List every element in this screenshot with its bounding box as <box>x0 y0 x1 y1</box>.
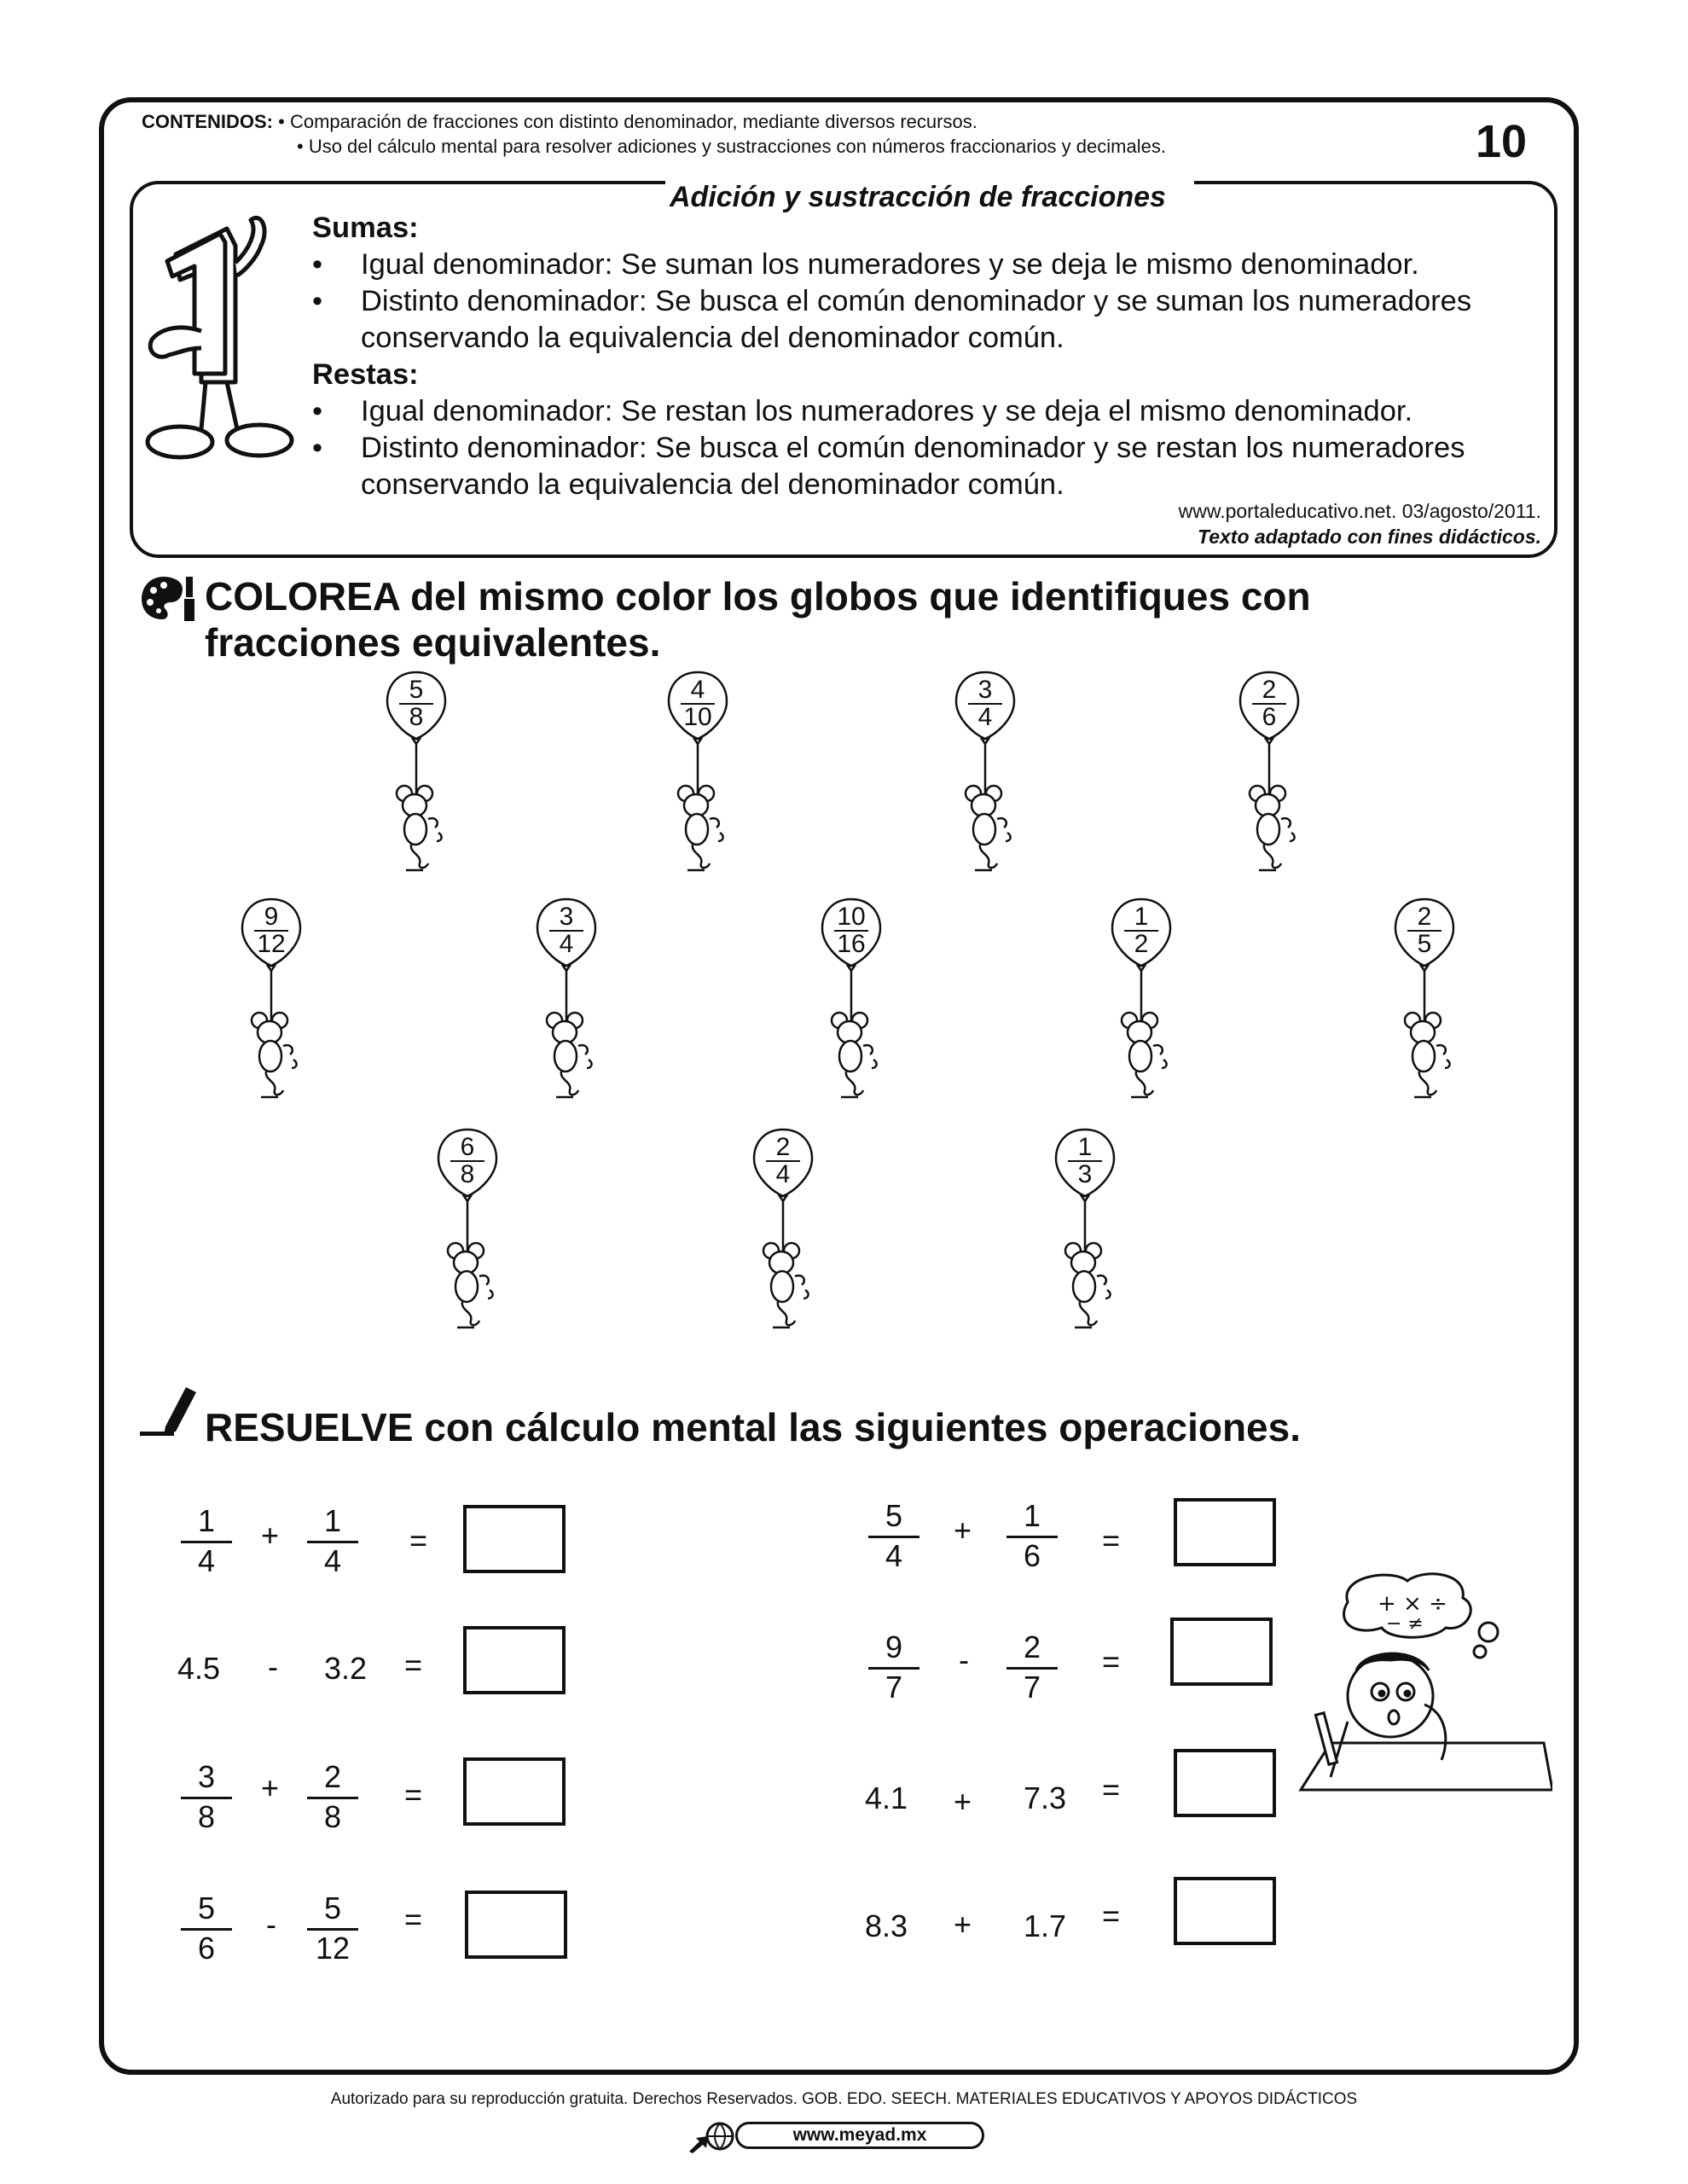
restas-item: • Igual denominador: Se restan los numeradores y se deja el mismo denominador. <box>312 395 1413 427</box>
fraction: 1 4 <box>181 1503 232 1579</box>
balloon-fraction <box>968 677 1002 730</box>
page-number: 10 <box>1476 116 1528 167</box>
source <box>1179 498 1541 549</box>
fraction: 5 6 <box>181 1891 232 1966</box>
palette-icon <box>140 573 196 623</box>
balloon[interactable] <box>525 892 628 1106</box>
operator: + <box>954 1784 972 1819</box>
exercise2-instruction <box>205 1404 1301 1450</box>
numerator: 2 <box>766 1135 800 1162</box>
answer-box[interactable] <box>1174 1498 1276 1566</box>
denominator: 3 <box>1077 1160 1093 1188</box>
operand: 4.1 <box>865 1780 908 1815</box>
balloon[interactable] <box>1044 1123 1146 1336</box>
balloon[interactable] <box>944 665 1047 879</box>
denominator: 2 <box>1134 930 1149 958</box>
operand: 4.5 <box>177 1651 221 1686</box>
numerator: 5 <box>399 677 433 705</box>
footer-rights: Autorizado para su reproducción gratuita. Derechos Reservados. GOB. EDO. SEECH. MATERIALES EDUCATIVOS Y APOYOS DIDÁCTICOS <box>330 2090 1358 2108</box>
operator: - <box>268 1649 278 1684</box>
fraction: 5 12 <box>307 1891 358 1966</box>
exercise1-text: del mismo color los globos que identifiques con fracciones equivalentes. <box>205 574 1311 665</box>
denominator: 8 <box>409 703 424 731</box>
equals-sign: = <box>409 1523 428 1558</box>
denominator: 8 <box>460 1160 475 1188</box>
sumas-item: • Distinto denominador: Se busca el común denominador y se suman los numeradores conservando la equivalencia del denominador común. <box>312 285 1472 354</box>
fraction: 1 6 <box>1006 1498 1058 1574</box>
restas-item: • Distinto denominador: Se busca el común denominador y se restan los numeradores conservando la equivalencia del denominador común. <box>312 432 1465 501</box>
svg-text:− ≠: − ≠ <box>1386 1613 1424 1635</box>
operator: + <box>954 1513 972 1548</box>
fraction: 3 8 <box>181 1759 232 1835</box>
balloon-fraction <box>1068 1135 1102 1188</box>
info-text <box>312 210 1523 503</box>
equals-sign: = <box>404 1647 423 1682</box>
fraction: 9 7 <box>868 1629 919 1705</box>
fraction: 1 4 <box>307 1503 358 1579</box>
denominator: 4 <box>559 930 574 958</box>
sumas-heading: Sumas: <box>312 212 419 244</box>
balloon[interactable] <box>1383 892 1486 1106</box>
fraction: 2 8 <box>307 1759 358 1835</box>
balloon[interactable] <box>426 1123 529 1336</box>
balloon-fraction <box>549 904 583 957</box>
numerator: 10 <box>834 904 868 932</box>
answer-box[interactable] <box>463 1505 566 1573</box>
balloon[interactable] <box>657 665 759 879</box>
numerator: 1 <box>1068 1135 1102 1162</box>
source-url: www.portaleducativo.net. 03/agosto/2011. <box>1178 500 1541 522</box>
balloon[interactable] <box>1228 665 1331 879</box>
equals-sign: = <box>1102 1523 1121 1558</box>
contenidos <box>142 109 1166 159</box>
answer-box[interactable] <box>1174 1749 1276 1817</box>
fraction: 2 7 <box>1006 1629 1058 1705</box>
operand: 7.3 <box>1024 1780 1067 1815</box>
numerator: 2 <box>1407 904 1441 932</box>
number-one-mascot-icon <box>142 212 304 468</box>
operator: - <box>959 1642 969 1677</box>
balloon-fraction <box>399 677 433 730</box>
operator: + <box>954 1907 972 1942</box>
numerator: 3 <box>549 904 583 932</box>
contenidos-item-2: • Uso del cálculo mental para resolver adiciones y sustracciones con números fraccionarios y decimales. <box>297 136 1166 157</box>
balloon-fraction <box>1124 904 1158 957</box>
answer-box[interactable] <box>1174 1877 1276 1945</box>
operand: 1.7 <box>1024 1908 1067 1943</box>
numerator: 9 <box>254 904 288 932</box>
contenidos-label: CONTENIDOS: <box>142 111 273 132</box>
globe-cursor-icon <box>687 2119 737 2153</box>
operand: 3.2 <box>324 1651 368 1686</box>
exercise2-keyword: RESUELVE <box>205 1405 414 1449</box>
fraction: 5 4 <box>868 1498 919 1574</box>
answer-box[interactable] <box>463 1626 566 1694</box>
exercise1-keyword: COLOREA <box>205 574 400 619</box>
balloon[interactable] <box>230 892 333 1106</box>
denominator: 12 <box>257 930 286 958</box>
operator: + <box>261 1770 280 1805</box>
denominator: 4 <box>977 703 993 731</box>
denominator: 16 <box>837 930 866 958</box>
balloon-fraction <box>1407 904 1441 957</box>
balloon-fraction <box>1252 677 1286 730</box>
equals-sign: = <box>404 1902 423 1937</box>
contenidos-item-1: • Comparación de fracciones con distinto denominador, mediante diversos recursos. <box>278 111 977 132</box>
answer-box[interactable] <box>465 1891 567 1959</box>
website-link[interactable]: www.meyad.mx <box>735 2122 984 2149</box>
sumas-item: • Igual denominador: Se suman los numeradores y se deja le mismo denominador. <box>312 248 1419 281</box>
denominator: 10 <box>683 703 712 731</box>
balloon[interactable] <box>1100 892 1203 1106</box>
equals-sign: = <box>1102 1898 1121 1933</box>
denominator: 4 <box>775 1160 791 1188</box>
balloon-fraction <box>254 904 288 957</box>
numerator: 1 <box>1124 904 1158 932</box>
exercise1-instruction <box>205 573 1501 665</box>
balloon-fraction <box>681 677 715 730</box>
denominator: 6 <box>1262 703 1277 731</box>
balloon[interactable] <box>742 1123 844 1336</box>
exercise2-text: con cálculo mental las siguientes operaciones. <box>413 1405 1302 1449</box>
equals-sign: = <box>1102 1772 1121 1807</box>
balloon[interactable] <box>375 665 478 879</box>
balloon-fraction <box>450 1135 484 1188</box>
balloon[interactable] <box>810 892 913 1106</box>
operator: - <box>266 1907 276 1942</box>
denominator: 5 <box>1417 930 1432 958</box>
numerator: 4 <box>681 677 715 705</box>
numerator: 6 <box>450 1135 484 1162</box>
svg-text:+ × ÷: + × ÷ <box>1378 1591 1447 1617</box>
numerator: 3 <box>968 677 1002 705</box>
answer-box[interactable] <box>463 1757 566 1826</box>
thinking-child-illustration-icon <box>1296 1568 1552 1824</box>
operand: 8.3 <box>865 1908 908 1943</box>
equals-sign: = <box>1102 1644 1121 1679</box>
source-note: Texto adaptado con fines didácticos. <box>1198 526 1541 548</box>
numerator: 2 <box>1252 677 1286 705</box>
restas-heading: Restas: <box>312 358 419 391</box>
operator: + <box>261 1518 280 1553</box>
answer-box[interactable] <box>1170 1618 1273 1686</box>
balloon-fraction <box>766 1135 800 1188</box>
info-title: Adición y sustracción de fracciones <box>670 181 1166 213</box>
pencil-icon <box>140 1384 201 1437</box>
equals-sign: = <box>404 1777 423 1812</box>
balloon-fraction <box>834 904 868 957</box>
